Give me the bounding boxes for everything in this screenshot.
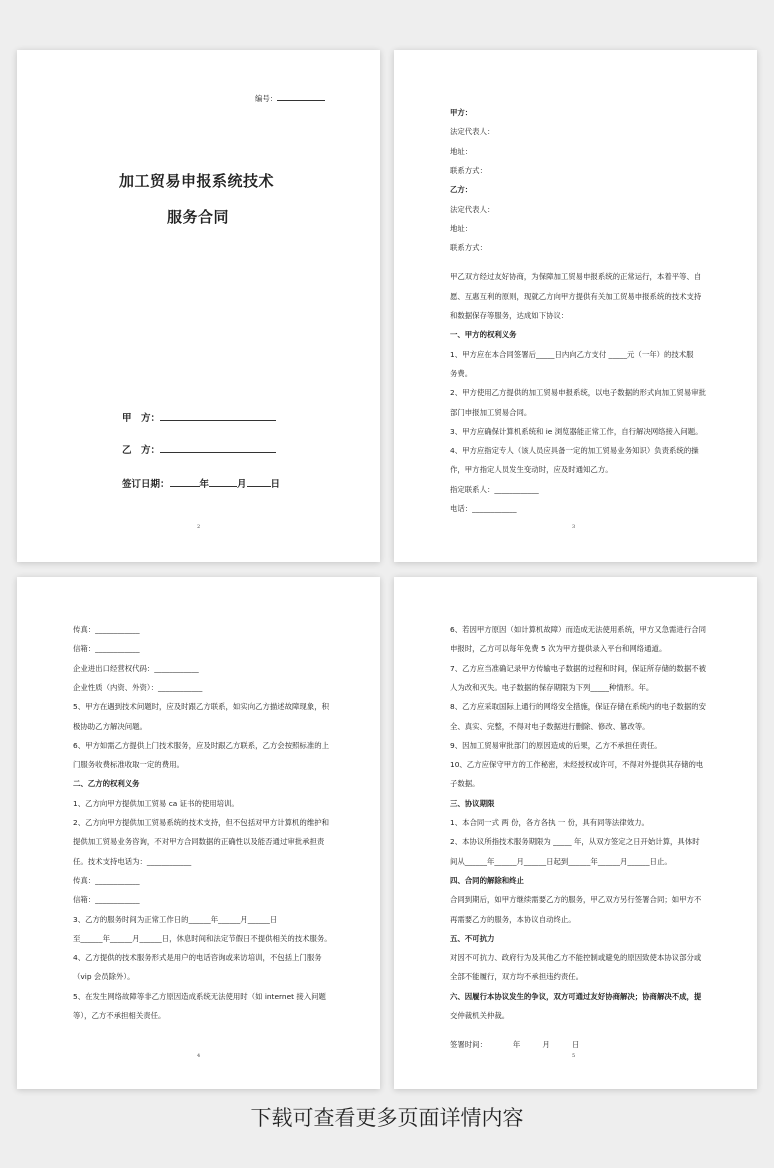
section-heading: 三、协议期限	[450, 798, 495, 808]
text-line: 全、真实、完整，不得对电子数据进行删除、修改、篡改等。	[450, 721, 650, 731]
text-line: 1、甲方应在本合同签署后_____日内向乙方支付 _____元（一年）的技术服	[450, 349, 694, 359]
text-line: 6、甲方如需乙方提供上门技术服务，应及时跟乙方联系，乙方会按照标准的上	[73, 740, 329, 750]
text-line: 部门申报加工贸易合同。	[450, 407, 532, 417]
text-line: 6、若因甲方原因（如计算机故障）而造成无法使用系统，甲方又急需进行合同	[450, 625, 706, 634]
text-line: 门服务收费标准收取一定的费用。	[73, 760, 184, 770]
text-line: 务费。	[450, 368, 473, 378]
text-line: 2、本协议所指技术服务期限为 _____ 年，从双方签定之日开始计算，具体时	[450, 837, 700, 847]
text-line: 4、乙方提供的技术服务形式是用户的电话咨询或来访培训，不包括上门服务	[73, 953, 322, 963]
contract-title-line2: 服务合同	[167, 208, 230, 226]
text-line: 地址：	[450, 223, 473, 233]
text-line: 申报时，乙方可以每年免费 5 次为甲方提供录入平台和网络通道。	[450, 644, 667, 654]
text-line: 10、乙方应保守甲方的工作秘密，未经授权或许可，不得对外提供其存储的电	[450, 760, 704, 770]
text-line: 全部不能履行，双方均不承担违约责任。	[450, 972, 584, 982]
section-heading: 一、甲方的权利义务	[450, 330, 517, 340]
text-line: 至______年______月______日，休息时间和法定节假日不提供相关的技术服务。	[73, 933, 332, 943]
text-line: 5、在发生网络故障等非乙方原因造成系统无法使用时（如 internet 接入问题	[73, 991, 326, 1001]
page-number: 4	[197, 1053, 201, 1059]
text-line: 愿、互惠互利的原则，现就乙方向甲方提供有关加工贸易申报系统的技术支持	[450, 291, 702, 301]
text-line: 9、因加工贸易审批部门的原因造成的后果，乙方不承担任责任。	[450, 740, 662, 750]
text-line: 签署时间： 年 月 日	[450, 1040, 580, 1050]
page-4	[17, 577, 380, 1089]
text-line: 3、乙方的服务时间为正常工作日的______年______月______日	[73, 914, 278, 924]
section-heading: 四、合同的解除和终止	[450, 875, 524, 885]
text-line: 等），乙方不承担相关责任。	[73, 1011, 166, 1020]
party-a-signature-line: 甲 方：	[122, 410, 276, 424]
page-number: 2	[197, 524, 201, 530]
page-number: 5	[572, 1053, 576, 1059]
page-number: 3	[572, 524, 576, 530]
text-line: 人为改和灭失。电子数据的保存期限为下列_____种情形。年。	[450, 682, 654, 692]
download-more-banner[interactable]: 下载可查看更多页面详情内容	[250, 1106, 524, 1130]
party-b-signature-line: 乙 方：	[122, 442, 276, 456]
section-heading: 甲方：	[450, 108, 473, 117]
text-line: 子数据。	[450, 779, 480, 789]
section-heading: 二、乙方的权利义务	[73, 779, 140, 789]
text-line: 传真：____________	[73, 625, 140, 634]
text-line: 5、甲方在遇到技术问题时，应及时跟乙方联系，如实向乙方描述故障现象，积	[73, 702, 329, 712]
contract-title-line1: 加工贸易申报系统技术	[119, 172, 275, 190]
text-line: 联系方式：	[450, 243, 487, 253]
text-line: 合同到期后，如甲方继续需要乙方的服务，甲乙双方另行签署合同；如甲方不	[450, 895, 702, 905]
text-line: 2、乙方向甲方提供加工贸易系统的技术支持，但不包括对甲方计算机的维护和	[73, 818, 329, 827]
text-line: 电话：____________	[450, 504, 517, 513]
page-cover	[17, 50, 380, 562]
text-line: 法定代表人：	[450, 204, 495, 214]
sign-date-line: 签订日期： 年 月 日	[122, 479, 281, 490]
text-line: 指定联系人：____________	[450, 484, 539, 494]
text-line: 作，甲方指定人员发生变动时，应及时通知乙方。	[450, 465, 613, 475]
text-line: 8、乙方应采取国际上通行的网络安全措施，保证存储在系统内的电子数据的安	[450, 702, 706, 712]
page-3	[394, 50, 757, 562]
text-line: 提供加工贸易业务咨询，不对甲方合同数据的正确性以及能否通过审批承担责	[73, 837, 325, 847]
text-line: 3、甲方应确保计算机系统和 ie 浏览器能正常工作，自行解决网络接入问题。	[450, 426, 703, 436]
text-line: 1、乙方向甲方提供加工贸易 ca 证书的使用培训。	[73, 798, 239, 808]
section-heading: 六、因履行本协议发生的争议，双方可通过友好协商解决；协商解决不成，提	[450, 991, 702, 1001]
text-line: 信箱：____________	[73, 644, 140, 654]
text-line: 信箱：____________	[73, 895, 140, 905]
text-line: 法定代表人：	[450, 127, 495, 137]
text-line: 2、甲方使用乙方提供的加工贸易申报系统，以电子数据的形式向加工贸易审批	[450, 388, 706, 398]
text-line: 交仲裁机关仲裁。	[450, 1011, 510, 1020]
section-heading: 乙方：	[450, 185, 473, 195]
text-line: 极协助乙方解决问题。	[73, 721, 147, 731]
text-line: 传真：____________	[73, 875, 140, 885]
text-line: 联系方式：	[450, 165, 487, 175]
text-line: 间从______年______月______日起到______年______月______日止。	[450, 856, 672, 866]
serial-number-label: 编号：	[255, 92, 325, 104]
text-line: 再需要乙方的服务，本协议自动终止。	[450, 914, 576, 924]
text-line: 甲乙双方经过友好协商，为保障加工贸易申报系统的正常运行，本着平等、自	[450, 272, 702, 282]
text-line: 任。技术支持电话为：____________	[73, 856, 192, 866]
text-line: （vip 会员除外）。	[73, 972, 135, 982]
text-line: 和数据保存等服务，达成如下协议：	[450, 311, 569, 320]
text-line: 对因不可抗力、政府行为及其他乙方不能控制或避免的原因致使本协议部分或	[450, 953, 702, 963]
section-heading: 五、不可抗力	[450, 933, 495, 943]
text-line: 地址：	[450, 146, 473, 156]
text-line: 4、甲方应指定专人（该人员应具备一定的加工贸易业务知识）负责系统的操	[450, 446, 699, 456]
text-line: 1、本合同一式 两 份，各方各执 一 份，具有同等法律效力。	[450, 818, 649, 827]
text-line: 企业性质（内资、外资）：____________	[73, 682, 203, 692]
text-line: 7、乙方应当准确记录甲方传输电子数据的过程和时间，保证所存储的数据不被	[450, 663, 706, 673]
text-line: 企业进出口经营权代码：____________	[73, 663, 199, 673]
page-5	[394, 577, 757, 1089]
